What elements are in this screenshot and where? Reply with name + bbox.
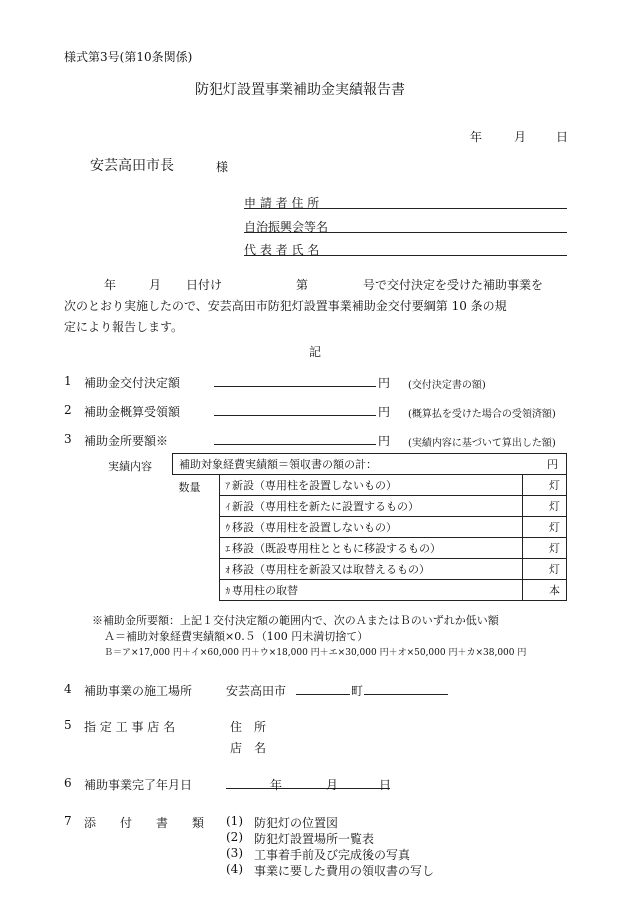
applicant-address-label: 申 請 者 住 所	[244, 196, 320, 210]
item2-label: 補助金概算受領額	[84, 405, 181, 419]
item1-amount-field[interactable]	[214, 372, 376, 387]
contractor-shop-label: 店 名	[230, 741, 267, 755]
recipient-name: 安芸高田市長	[90, 158, 174, 174]
item3-label: 補助金所要額※	[84, 434, 169, 448]
item4-label: 補助事業の施工場所	[84, 684, 193, 698]
item2-unit: 円	[378, 405, 391, 419]
row-kana: ｳ	[225, 524, 231, 534]
site-city: 安芸高田市	[226, 684, 287, 698]
row-text: 移設（既設専用柱とともに移設するもの）	[232, 542, 442, 555]
body-line1-rest: 号で交付決定を受けた補助事業を	[363, 278, 544, 292]
row-unit[interactable]: 灯	[522, 517, 567, 538]
contractor-address-label: 住 所	[230, 720, 267, 734]
item3-unit: 円	[378, 434, 391, 448]
row-unit[interactable]: 灯	[522, 496, 567, 517]
site-town-field[interactable]	[296, 680, 350, 695]
row-kana: ｶ	[225, 587, 231, 597]
item2-num: 2	[64, 403, 72, 417]
date-day: 日	[556, 130, 569, 144]
attachment-no: (1)	[226, 814, 243, 828]
detail-row	[173, 538, 567, 559]
detail-side-label: 実績内容	[108, 460, 152, 473]
attachment-text: 防犯灯設置場所一覧表	[254, 832, 375, 846]
attachment-no: (2)	[226, 830, 243, 844]
recipient-honorific: 様	[216, 160, 229, 174]
attachment-no: (3)	[226, 846, 243, 860]
site-address-field[interactable]	[364, 680, 448, 695]
applicant-address-field[interactable]	[244, 194, 567, 209]
applicant-org-field[interactable]	[244, 218, 567, 233]
row-text: 専用柱の取替	[232, 584, 299, 597]
item6-num: 6	[64, 776, 72, 790]
site-town: 町	[351, 684, 364, 698]
row-kana: ｵ	[225, 566, 231, 576]
body-no: 第	[296, 278, 309, 292]
attachment-text: 工事着手前及び完成後の写真	[254, 848, 411, 862]
form-number: 様式第3号(第10条関係)	[64, 50, 193, 64]
attachment-no: (4)	[226, 862, 243, 876]
completion-day: 日	[379, 778, 392, 792]
body-month: 月	[149, 278, 162, 292]
item3-num: 3	[64, 432, 72, 446]
attachment-text: 防犯灯の位置図	[254, 816, 339, 830]
applicant-rep-label: 代 表 者 氏 名	[244, 243, 320, 257]
item6-label: 補助事業完了年月日	[84, 778, 193, 792]
detail-row	[173, 559, 567, 580]
row-kana: ｱ	[225, 482, 231, 492]
item2-note: (概算払を受けた場合の受領済額)	[408, 409, 556, 420]
row-text: 新設（専用柱を新たに設置するもの）	[232, 500, 420, 513]
detail-header-text: 補助対象経費実績額＝領収書の額の計：	[179, 458, 377, 471]
body-line3: 定により報告します。	[64, 320, 184, 334]
note-line3: Ｂ＝ア×17,000 円＋イ×60,000 円＋ウ×18,000 円＋エ×30,000 円＋オ×50,000 円＋カ×38,000 円	[104, 648, 527, 658]
detail-row	[173, 475, 567, 496]
detail-row	[173, 517, 567, 538]
note-line1: ※補助金所要額：上記１交付決定額の範囲内で、次のＡまたはＢのいずれか低い額	[92, 614, 499, 627]
ki-heading: 記	[309, 345, 322, 359]
body-line2: 次のとおり実施したので、安芸高田市防犯灯設置事業補助金交付要綱第 10 条の規	[64, 299, 507, 313]
completion-date-field[interactable]	[226, 774, 390, 789]
date-year: 年	[470, 130, 483, 144]
row-kana: ｴ	[225, 545, 231, 555]
item4-num: 4	[64, 682, 72, 696]
item5-num: 5	[64, 718, 72, 732]
item7-num: 7	[64, 814, 72, 828]
item1-note: (交付決定書の額)	[408, 380, 486, 391]
row-text: 移設（専用柱を設置しないもの）	[232, 521, 398, 534]
body-year: 年	[104, 278, 117, 292]
item7-label: 添 付 書 類	[84, 816, 205, 830]
item3-amount-field[interactable]	[214, 430, 376, 445]
item1-num: 1	[64, 374, 72, 388]
page-title: 防犯灯設置事業補助金実績報告書	[195, 82, 405, 98]
note-line2: Ａ＝補助対象経費実績額×0.５（100 円未満切捨て）	[104, 630, 369, 643]
detail-row	[173, 580, 567, 601]
applicant-rep-field[interactable]	[244, 241, 567, 256]
item3-note: (実績内容に基づいて算出した額)	[408, 438, 556, 449]
applicant-org-label: 自治振興会等名	[244, 220, 329, 234]
attachment-text: 事業に要した費用の領収書の写し	[254, 864, 435, 878]
row-unit[interactable]: 本	[522, 580, 567, 601]
row-unit[interactable]: 灯	[522, 475, 567, 496]
completion-year: 年	[270, 778, 283, 792]
row-unit[interactable]: 灯	[522, 559, 567, 580]
row-text: 移設（専用柱を新設又は取替えるもの）	[232, 563, 431, 576]
item5-label: 指 定 工 事 店 名	[84, 720, 176, 734]
detail-row	[173, 496, 567, 517]
row-kana: ｲ	[225, 503, 231, 513]
detail-table	[172, 453, 567, 601]
qty-label: 数量	[178, 481, 201, 494]
item2-amount-field[interactable]	[214, 401, 376, 416]
detail-header-unit: 円	[547, 458, 558, 471]
body-dated: 日付け	[186, 278, 223, 292]
item1-label: 補助金交付決定額	[84, 376, 181, 390]
row-text: 新設（専用柱を設置しないもの）	[232, 479, 398, 492]
date-month: 月	[514, 130, 527, 144]
detail-header-row	[173, 454, 567, 475]
row-unit[interactable]: 灯	[522, 538, 567, 559]
item1-unit: 円	[378, 376, 391, 390]
completion-month: 月	[326, 778, 339, 792]
